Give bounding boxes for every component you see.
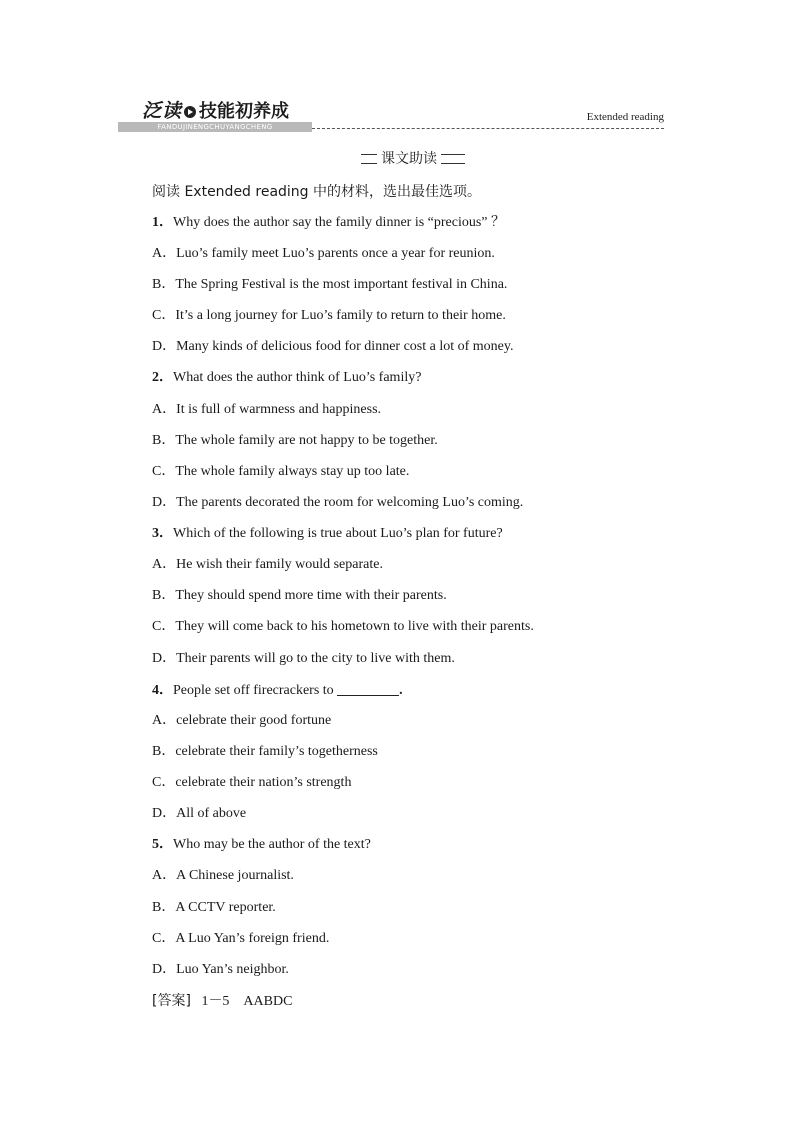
option-2d: D．The parents decorated the room for welcoming Luo’s coming. bbox=[152, 495, 524, 510]
instruction-text: 阅读 Extended reading 中的材料，选出最佳选项。 bbox=[152, 184, 482, 200]
question-5 bbox=[152, 836, 371, 854]
question-4 bbox=[152, 681, 403, 700]
page-header bbox=[118, 100, 664, 134]
option-5c: C．A Luo Yan’s foreign friend. bbox=[152, 931, 330, 946]
question-3 bbox=[152, 525, 503, 543]
answer-label: [答案] bbox=[152, 993, 191, 1009]
question-text: People set off firecrackers to bbox=[173, 683, 334, 698]
option-1a: A．Luo’s family meet Luo’s parents once a year for reunion. bbox=[152, 246, 495, 261]
option-1d: D．Many kinds of delicious food for dinner cost a lot of money. bbox=[152, 339, 514, 354]
play-arrow-icon bbox=[184, 106, 196, 118]
section-brand bbox=[142, 100, 289, 123]
option-5d: D．Luo Yan’s neighbor. bbox=[152, 962, 289, 977]
option-2c: C．The whole family always stay up too late. bbox=[152, 464, 410, 479]
option-4c: C．celebrate their nation’s strength bbox=[152, 775, 352, 790]
question-number: 5． bbox=[152, 837, 173, 852]
question-text: Which of the following is true about Luo’s plan for future? bbox=[173, 526, 503, 541]
answer-blank bbox=[337, 681, 399, 696]
question-number: 3． bbox=[152, 526, 173, 541]
question-number: 4． bbox=[152, 683, 173, 698]
question-number: 2． bbox=[152, 370, 173, 385]
question-text: Who may be the author of the text? bbox=[173, 837, 371, 852]
question-tail: . bbox=[399, 683, 403, 698]
option-4b: B．celebrate their family’s togetherness bbox=[152, 744, 378, 759]
pinyin-band: FANDUJINENGCHUYANGCHENG bbox=[118, 122, 312, 132]
option-3a: A．He wish their family would separate. bbox=[152, 557, 383, 572]
option-4a: A．celebrate their good fortune bbox=[152, 713, 332, 728]
option-3b: B．They should spend more time with their parents. bbox=[152, 588, 447, 603]
question-text: What does the author think of Luo’s family? bbox=[173, 370, 422, 385]
section-title: 课文助读 bbox=[377, 150, 441, 168]
option-2b: B．The whole family are not happy to be together. bbox=[152, 433, 438, 448]
header-divider bbox=[312, 128, 664, 129]
option-1c: C．It’s a long journey for Luo’s family to return to their home. bbox=[152, 308, 506, 323]
answer-text: 1－5 AABDC bbox=[201, 994, 293, 1009]
option-3d: D．Their parents will go to the city to live with them. bbox=[152, 651, 455, 666]
brand-title: 泛读 bbox=[142, 100, 183, 122]
option-3c: C．They will come back to his hometown to live with their parents. bbox=[152, 619, 534, 634]
option-2a: A．It is full of warmness and happiness. bbox=[152, 402, 382, 417]
question-number: 1． bbox=[152, 215, 173, 230]
question-text: Why does the author say the family dinner is “precious” ？ bbox=[173, 215, 506, 230]
answer-line bbox=[152, 992, 292, 1011]
header-right-label: Extended reading bbox=[586, 111, 664, 123]
option-5b: B．A CCTV reporter. bbox=[152, 900, 276, 915]
question-1 bbox=[152, 214, 505, 232]
section-title-box bbox=[361, 150, 465, 168]
brand-subtitle: 技能初养成 bbox=[199, 101, 290, 122]
option-5a: A．A Chinese journalist. bbox=[152, 868, 294, 883]
option-4d: D．All of above bbox=[152, 806, 247, 821]
question-2 bbox=[152, 369, 421, 387]
option-1b: B．The Spring Festival is the most important festival in China. bbox=[152, 277, 508, 292]
